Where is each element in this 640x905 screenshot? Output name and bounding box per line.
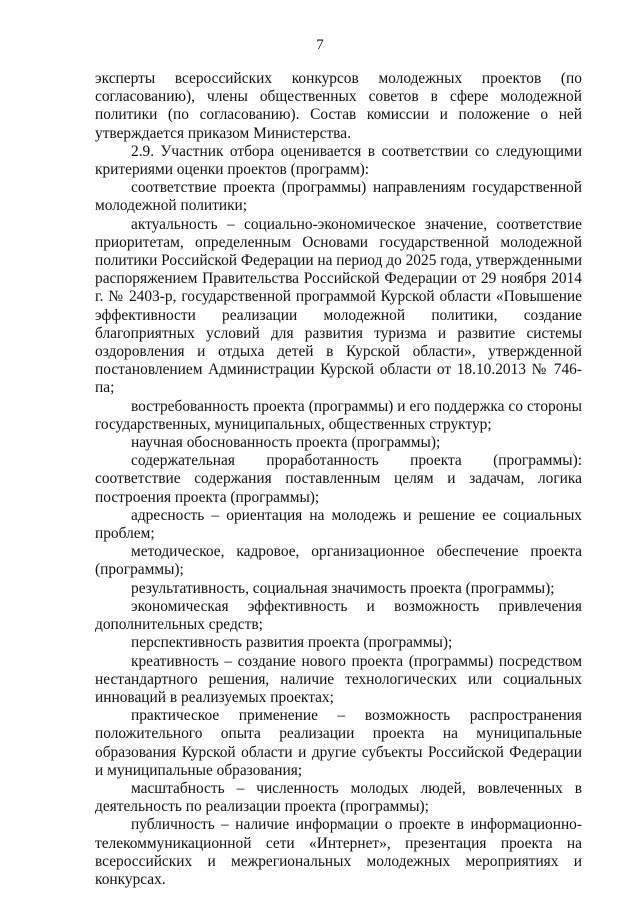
criterion-prospects: перспективность развития проекта (программы);	[131, 634, 453, 652]
criterion-relevance: актуальность – социально-экономическое значение, соответствие приоритетам, определенным Основами государственной молодежной политики Российской Федерации на период до 2025 года, утвержденными распоряжением Правительства Российской Федерации от 29 ноября 2014 г. № 2403-р, государственной программой Курской области «Повышение эффективности реализации молодежной политики, создание благоприятных условий для развития туризма и развитие системы оздоровления и отдыха детей в Курской области», утвержденной постановлением Администрации Курской области от 18.10.2013 № 746-па;	[95, 215, 582, 397]
criterion-effectiveness: результативность, социальная значимость проекта (программы);	[131, 579, 555, 597]
paragraph-experts: эксперты всероссийских конкурсов молодежных проектов (по согласованию), члены общественных советов в сфере молодежной политики (по согласованию). Состав комиссии и положение о ней утверждается приказом Министерства.	[95, 70, 582, 142]
criterion-publicity: публичность – наличие информации о проекте в информационно-телекоммуникационной сети «Интернет», презентация проекта на всероссийских и межрегиональных молодежных мероприятиях и конкурсах.	[95, 816, 582, 888]
page-number: 7	[316, 37, 324, 53]
criterion-methodical-support: методическое, кадровое, организационное обеспечение проекта (программы);	[95, 543, 582, 579]
criterion-targeting: адресность – ориентация на молодежь и решение ее социальных проблем;	[95, 506, 582, 543]
criterion-compliance: соответствие проекта (программы) направлениям государственной молодежной политики;	[95, 179, 582, 215]
criterion-practical-application: практическое применение – возможность распространения положительного опыта реализации проекта на муниципальные образования Курской области и другие субъекты Российской Федерации и муниципальные образования;	[95, 707, 582, 779]
criterion-content-elaboration: содержательная проработанность проекта (программы): соответствие содержания поставленным целям и задачам, логика построения проекта (программы);	[95, 452, 582, 506]
criterion-creativity: креативность – создание нового проекта (программы) посредством нестандартного решения, наличие технологических или социальных инноваций в реализуемых проектах;	[95, 652, 582, 706]
criterion-scale: масштабность – численность молодых людей, вовлеченных в деятельность по реализации проекта (программы);	[95, 779, 582, 816]
criterion-demand: востребованность проекта (программы) и его поддержка со стороны государственных, муниципальных, общественных структур;	[95, 397, 582, 433]
document-body	[95, 70, 582, 889]
paragraph-section-2-9: 2.9. Участник отбора оценивается в соответствии со следующими критериями оценки проектов (программ):	[95, 142, 582, 179]
criterion-economic-efficiency: экономическая эффективность и возможность привлечения дополнительных средств;	[95, 597, 582, 634]
criterion-scientific-validity: научная обоснованность проекта (программы);	[131, 434, 441, 452]
